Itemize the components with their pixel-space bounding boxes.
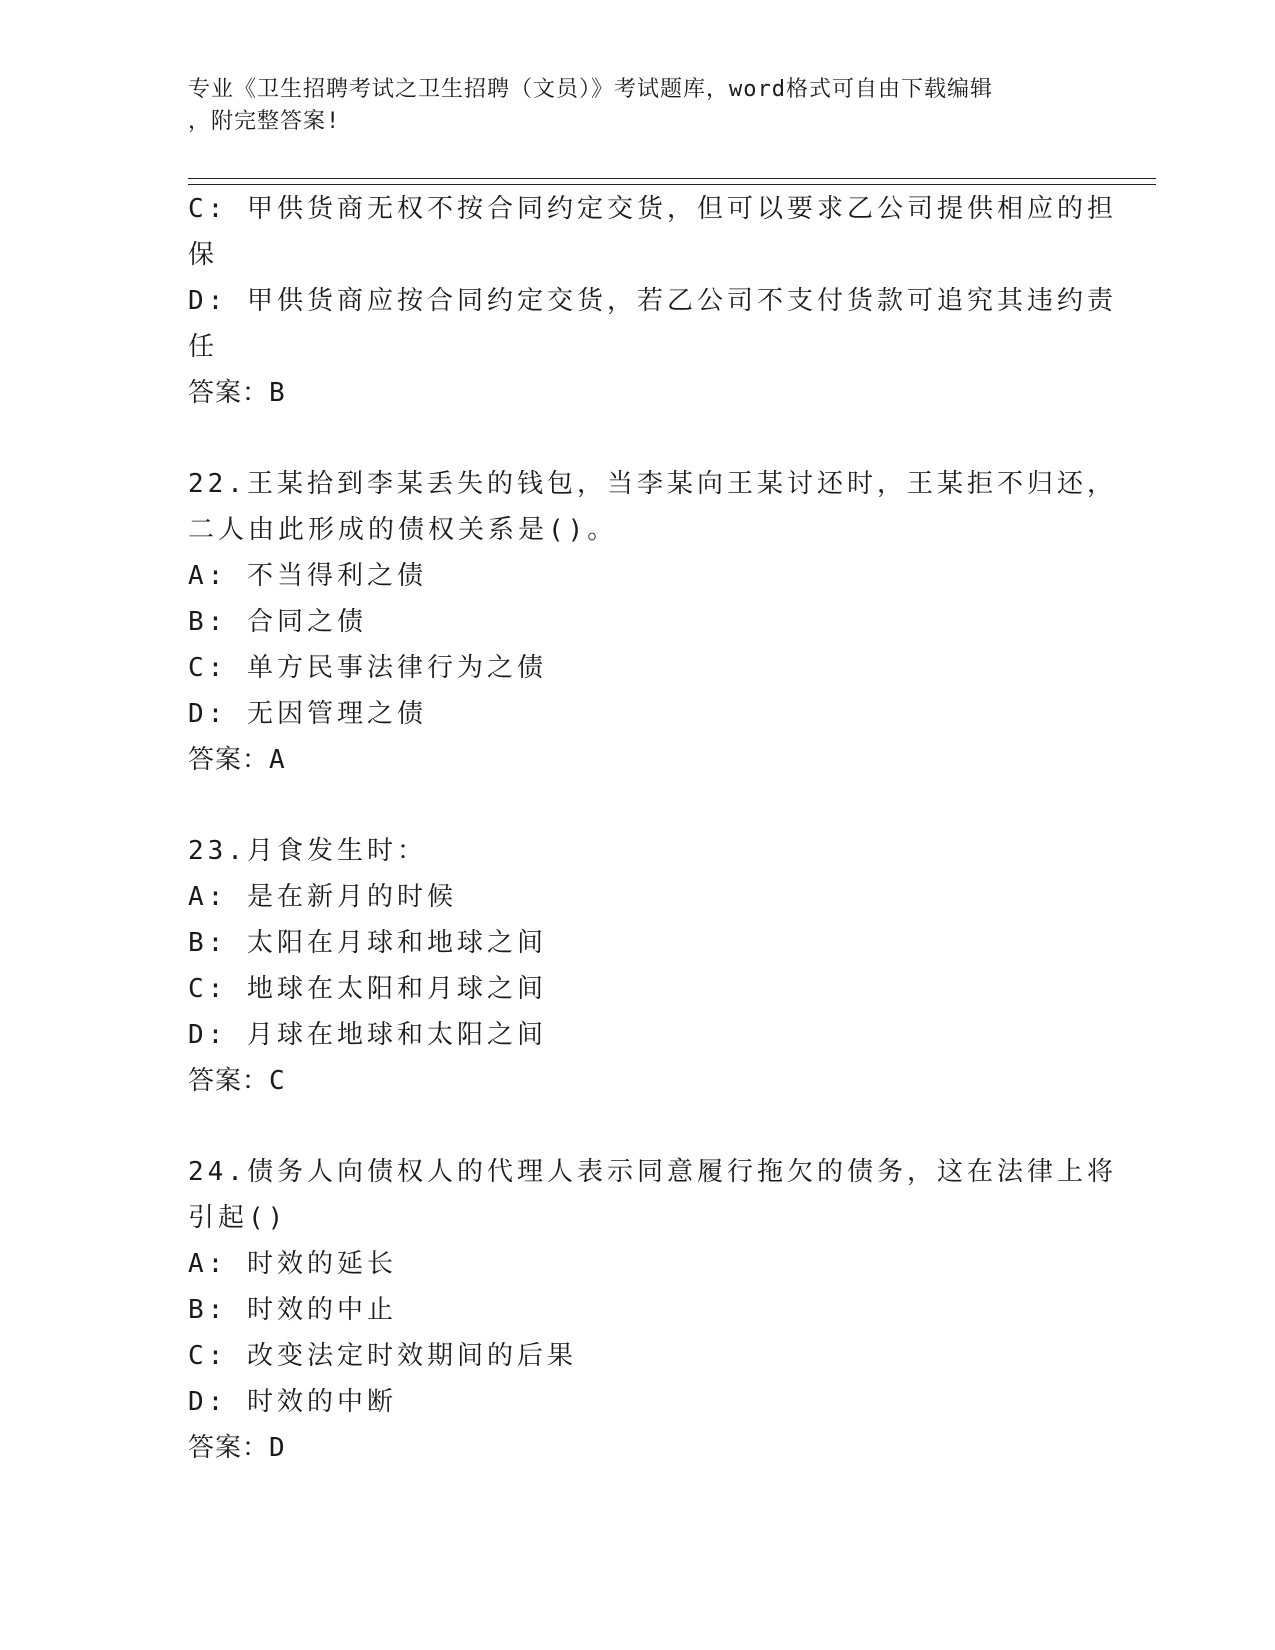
- option-c: C: 单方民事法律行为之债: [188, 653, 547, 683]
- option-d: D: 甲供货商应按合同约定交货，若乙公司不支付货款可追究其违约责: [188, 286, 1117, 316]
- question-24: [188, 1149, 1117, 1471]
- question-stem-continued: 引起(): [188, 1203, 288, 1233]
- option-a: A: 时效的延长: [188, 1249, 397, 1279]
- header-divider-top: [188, 178, 1156, 179]
- option-d: D: 时效的中断: [188, 1387, 397, 1417]
- answer-label: 答案：B: [188, 378, 286, 408]
- option-a: A: 不当得利之债: [188, 561, 427, 591]
- document-header: [188, 74, 1068, 138]
- option-c: C: 地球在太阳和月球之间: [188, 974, 547, 1004]
- question-stem: 22.王某拾到李某丢失的钱包，当李某向王某讨还时，王某拒不归还，: [188, 469, 1117, 499]
- option-b: B: 合同之债: [188, 607, 367, 637]
- answer-label: 答案：D: [188, 1433, 286, 1463]
- option-b: B: 太阳在月球和地球之间: [188, 928, 547, 958]
- question-list: [188, 186, 1117, 1471]
- answer-label: 答案：A: [188, 745, 286, 775]
- answer-label: 答案：C: [188, 1066, 286, 1096]
- question-22: [188, 461, 1117, 783]
- question-stem-continued: 二人由此形成的债权关系是()。: [188, 515, 618, 545]
- option-c-continued: 保: [188, 240, 219, 270]
- option-c: C: 改变法定时效期间的后果: [188, 1341, 577, 1371]
- option-d: D: 月球在地球和太阳之间: [188, 1020, 547, 1050]
- option-d: D: 无因管理之债: [188, 699, 427, 729]
- header-divider-bottom: [188, 184, 1156, 185]
- question-23: [188, 828, 1088, 1104]
- question-stem: 24.债务人向债权人的代理人表示同意履行拖欠的债务，这在法律上将: [188, 1157, 1117, 1187]
- option-c: C: 甲供货商无权不按合同约定交货，但可以要求乙公司提供相应的担: [188, 194, 1117, 224]
- option-b: B: 时效的中止: [188, 1295, 397, 1325]
- option-d-continued: 任: [188, 332, 219, 362]
- option-a: A: 是在新月的时候: [188, 882, 457, 912]
- previous-question-tail: [188, 186, 1117, 416]
- question-stem: 23.月食发生时：: [188, 836, 427, 866]
- header-line-2: ，附完整答案!: [188, 109, 341, 134]
- header-line-1: 专业《卫生招聘考试之卫生招聘（文员）》考试题库，word格式可自由下载编辑: [188, 77, 993, 102]
